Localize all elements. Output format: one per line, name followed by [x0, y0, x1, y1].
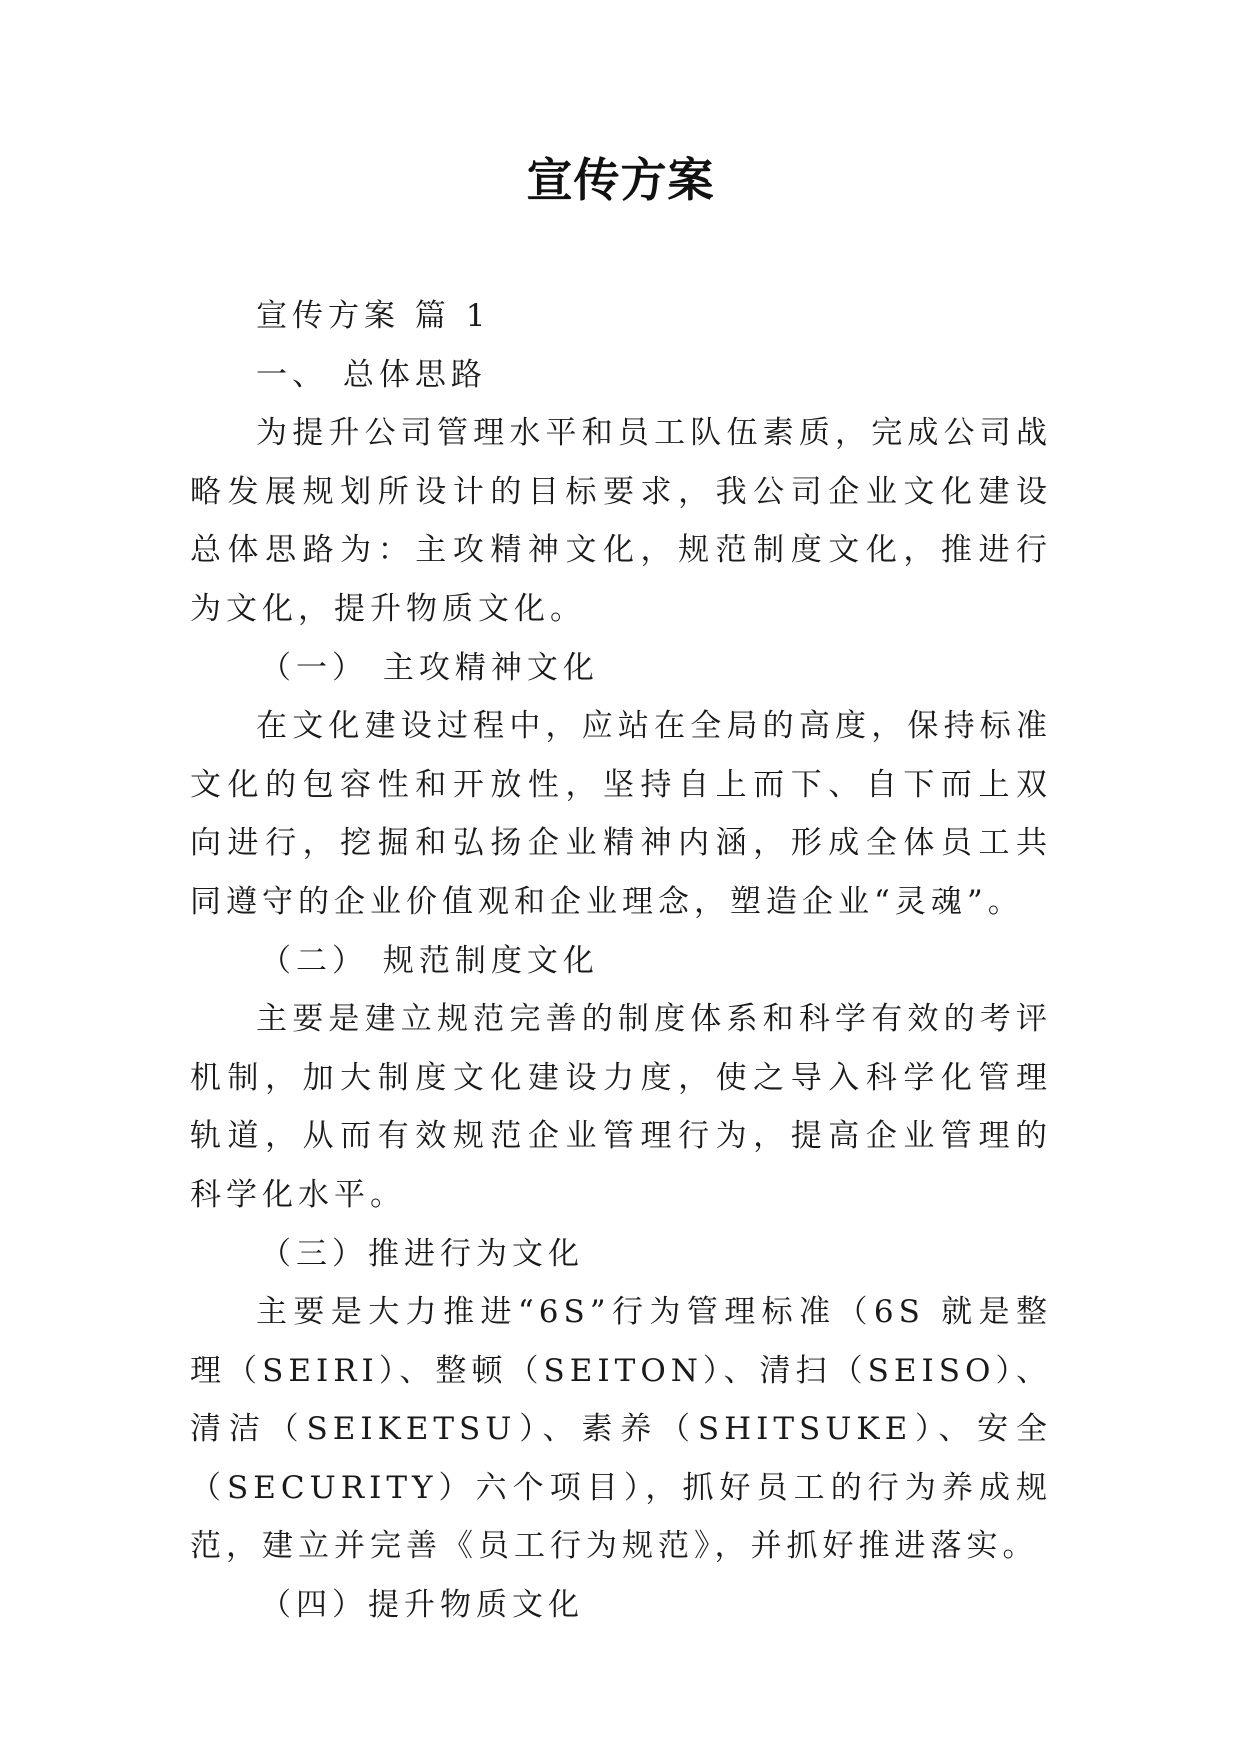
document-title: 宣传方案 [526, 153, 715, 207]
document-body [190, 287, 1052, 1635]
paragraph-behavioral-culture: 主要是大力推进“6S”行为管理标准（6S 就是整理（SEIRI）、整顿（SEITON）、清扫（SEISO）、清洁（SEIKETSU）、素养（SHITSUKE）、安全（SECURITY）六个项目），抓好员工的行为养成规范，建立并完善《员工行为规范》，并抓好推进落实。 [190, 1294, 1052, 1565]
paragraph-institutional-culture: 主要是建立规范完善的制度体系和科学有效的考评机制，加大制度文化建设力度，使之导入科学化管理轨道，从而有效规范企业管理行为，提高企业管理的科学化水平。 [190, 1001, 1052, 1213]
section-heading-overall-approach: 一、 总体思路 [256, 356, 487, 393]
section-heading-part-1: 宣传方案 篇 1 [256, 298, 491, 334]
subheading-spiritual-culture: （一） 主攻精神文化 [260, 649, 599, 686]
subheading-material-culture: （四）提升物质文化 [260, 1587, 584, 1624]
subheading-institutional-culture: （二） 规范制度文化 [260, 942, 599, 979]
paragraph-spiritual-culture: 在文化建设过程中，应站在全局的高度，保持标准文化的包容性和开放性，坚持自上而下、自下而上双向进行，挖掘和弘扬企业精神内涵，形成全体员工共同遵守的企业价值观和企业理念，塑造企业“灵魂”。 [190, 708, 1052, 920]
paragraph-overall-approach: 为提升公司管理水平和员工队伍素质，完成公司战略发展规划所设计的目标要求，我公司企业文化建设总体思路为：主攻精神文化，规范制度文化，推进行为文化，提升物质文化。 [190, 415, 1052, 627]
subheading-behavioral-culture: （三）推进行为文化 [260, 1235, 584, 1272]
